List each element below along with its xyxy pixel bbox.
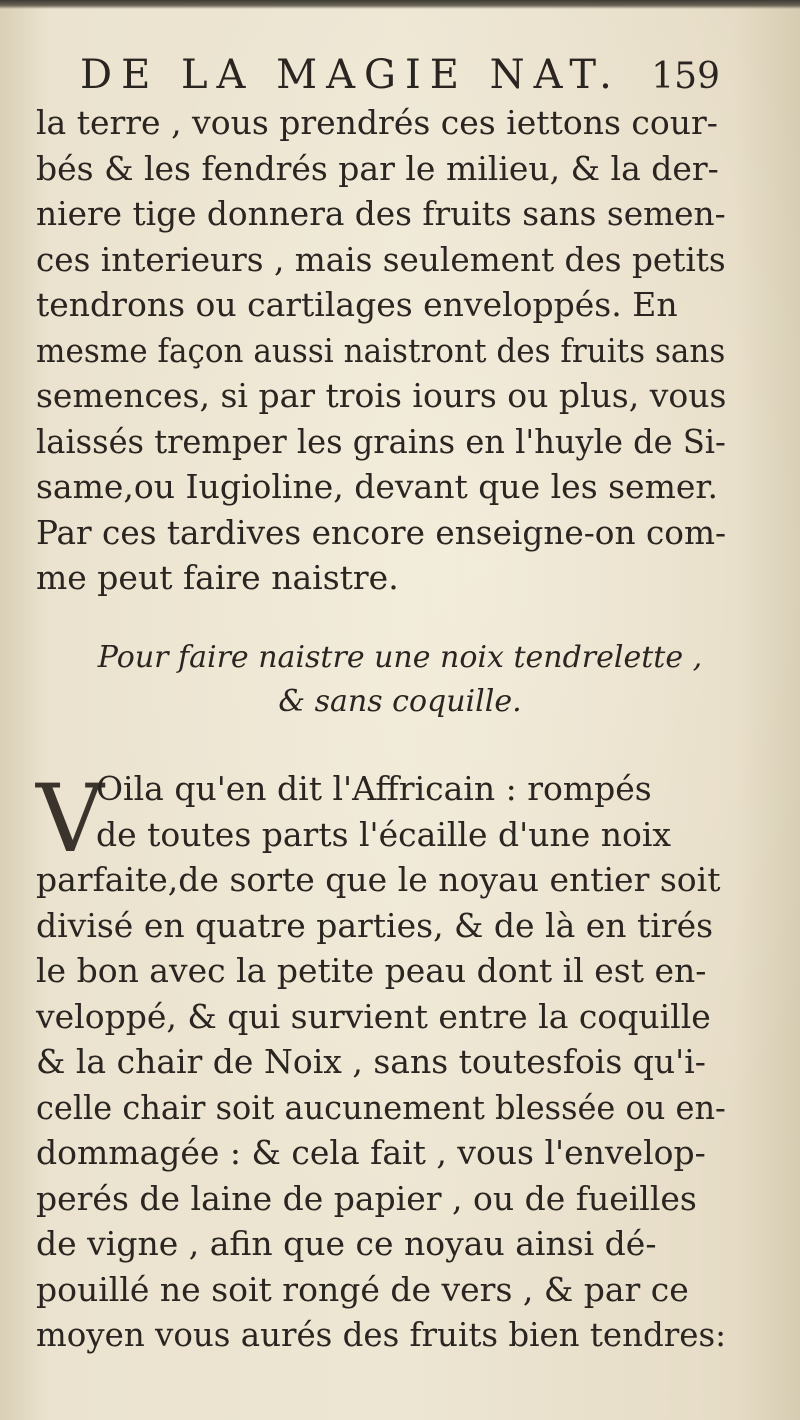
heading-line: & sans coquille. [278, 684, 522, 719]
text-line: bés & les fendrés par le milieu, & la der- [36, 148, 719, 188]
section-heading [0, 636, 800, 724]
text-line: niere tige donnera des fruits sans semen- [36, 194, 726, 233]
paragraph-1 [36, 100, 726, 601]
text-line: Oila qu'en dit l'Affricain : rompés [96, 769, 652, 808]
running-title: DE LA MAGIE NAT. [80, 52, 621, 98]
page-number: 159 [651, 56, 720, 97]
text-line: pouillé ne soit rongé de vers , & par ce [36, 1269, 689, 1309]
text-line: moyen vous aurés des fruits bien tendres: [36, 1315, 727, 1354]
text-line: laissés tremper les grains en l'huyle de Si- [36, 421, 726, 461]
text-line: le bon avec la petite peau dont il est en- [36, 951, 707, 990]
paragraph-2 [36, 766, 726, 1358]
text-line: tendrons ou cartilages enveloppés. En [36, 285, 678, 324]
text-line: la terre , vous prendrés ces iettons cour- [36, 103, 718, 142]
text-line: divisé en quatre parties, & de là en tirés [36, 905, 714, 945]
text-line: de vigne , afin que ce noyau ainsi dé- [36, 1224, 657, 1263]
text-line: de toutes parts l'écaille d'une noix [96, 814, 672, 854]
heading-line: Pour faire naistre une noix tendrelette , [97, 640, 703, 675]
text-line: parfaite,de sorte que le noyau entier soit [36, 860, 721, 899]
drop-cap: V [36, 765, 104, 874]
page-top-edge [0, 0, 800, 9]
text-line: mesme façon aussi naistront des fruits sans [36, 330, 726, 370]
text-line: celle chair soit aucunement blessée ou en- [36, 1087, 726, 1127]
text-line: perés de laine de papier , ou de fueilles [36, 1178, 697, 1218]
text-line: veloppé, & qui survient entre la coquille [36, 996, 711, 1036]
text-line: & la chair de Noix , sans toutesfois qu'i- [36, 1042, 706, 1081]
text-line: Par ces tardives encore enseigne-on com- [36, 512, 727, 552]
text-line: semences, si par trois iours ou plus, vous [36, 376, 727, 415]
text-line: me peut faire naistre. [36, 558, 399, 597]
text-line: ces interieurs , mais seulement des petits [36, 239, 726, 279]
text-line: same,ou Iugioline, devant que les semer. [36, 467, 719, 506]
text-line: dommagée : & cela fait , vous l'envelop- [36, 1133, 706, 1172]
